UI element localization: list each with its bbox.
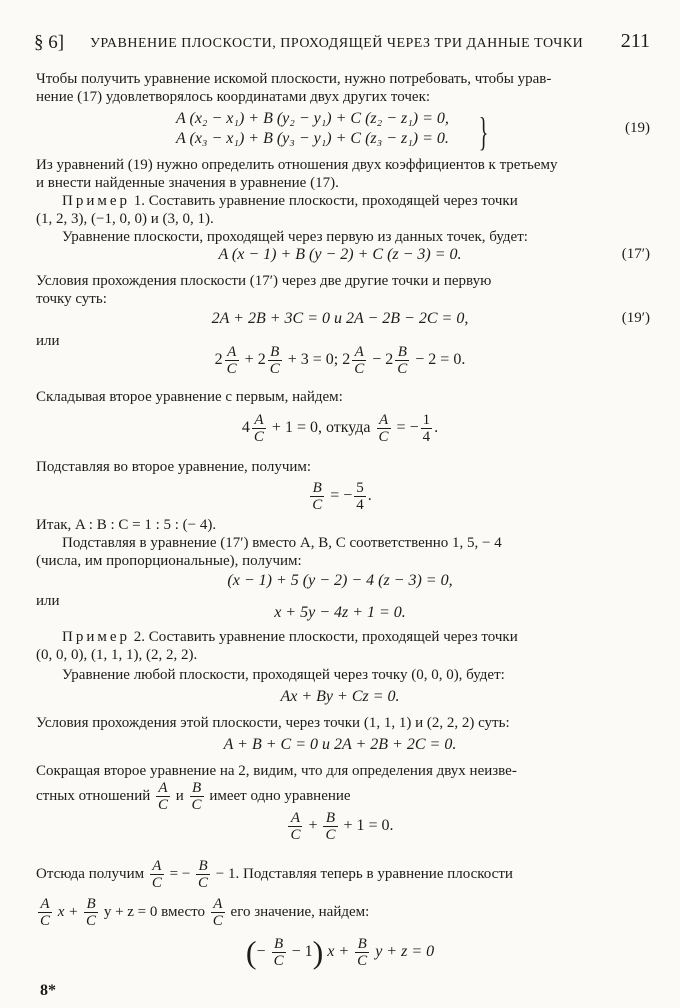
frac-num: A <box>288 810 302 827</box>
eq19-row2: A (x₃ − x₁) + B (y₃ − y₁) + C (z₃ − z₁) = 0. <box>176 130 449 147</box>
frac-den: C <box>357 953 368 969</box>
frac-den: C <box>273 953 284 969</box>
para8: Уравнение любой плоскости, проходящей через точку (0, 0, 0), будет: <box>62 667 505 683</box>
equation-fractions-2 <box>0 412 680 445</box>
equation-17p <box>0 246 680 268</box>
eqB-mid: + 3 = 0; 2 <box>287 351 351 369</box>
word-ili-1: или <box>36 333 60 349</box>
eqJ-rest: y + z = 0 <box>375 943 435 961</box>
para11-text-b: = − <box>169 865 191 882</box>
equation-fractions-1 <box>0 344 680 377</box>
frac-num: B <box>84 896 98 913</box>
para12-text-a: x + <box>57 903 79 920</box>
frac-num: B <box>272 936 286 953</box>
header-title: УРАВНЕНИЕ ПЛОСКОСТИ, ПРОХОДЯЩЕЙ ЧЕРЕЗ ТРИ ДАННЫЕ ТОЧКИ <box>90 36 584 51</box>
para10-line2 <box>36 780 351 813</box>
para10-text-c: имеет одно уравнение <box>209 787 351 804</box>
fraction-a-c <box>211 896 225 929</box>
fraction-b-c <box>190 780 204 813</box>
para11 <box>36 858 513 891</box>
eqD-eq: = − <box>330 487 353 505</box>
fraction-a-c <box>352 344 366 377</box>
frac-num: B <box>196 858 210 875</box>
eqC-eq: = − <box>396 419 419 437</box>
signature-mark: 8* <box>40 982 56 999</box>
example2-text: 2. Составить уравнение плоскости, проходящей через точки <box>130 629 518 645</box>
fraction-1-4 <box>421 412 433 445</box>
eqC-end: . <box>434 419 439 437</box>
paren-open: ( <box>245 934 257 970</box>
frac-num: B <box>323 810 337 827</box>
para10-text-a: стных отношений <box>36 787 151 804</box>
frac-den: C <box>226 361 237 377</box>
frac-den: C <box>158 797 169 813</box>
frac-num: A <box>352 344 366 361</box>
fraction-b-c <box>268 344 282 377</box>
eq19-row1: A (x₂ − x₁) + B (y₂ − y₁) + C (z₂ − z₁) = 0, <box>176 110 449 127</box>
fraction-5-4 <box>354 480 366 513</box>
para5: Складывая второе уравнение с первым, найдем: <box>36 389 343 405</box>
equation-i <box>0 810 680 843</box>
frac-num: A <box>225 344 239 361</box>
frac-num: B <box>395 344 409 361</box>
para3: Уравнение плоскости, проходящей через первую из данных точек, будет: <box>62 229 528 245</box>
frac-den: 4 <box>422 429 431 445</box>
para1-line1: Чтобы получить уравнение искомой плоскости, нужно потребовать, чтобы урав- <box>36 71 552 87</box>
frac-num: B <box>310 480 324 497</box>
frac-den: C <box>253 429 264 445</box>
frac-den: C <box>325 827 336 843</box>
para9: Условия прохождения этой плоскости, через точки (1, 1, 1) и (2, 2, 2) суть: <box>36 715 510 731</box>
eq17p-text: A (x − 1) + B (y − 2) + C (z − 3) = 0. <box>218 246 462 263</box>
frac-den: 4 <box>356 497 364 513</box>
frac-num: A <box>377 412 391 429</box>
frac-den: C <box>290 827 301 843</box>
example2-word: Пример <box>62 629 131 645</box>
para4-line2: точку суть: <box>36 291 107 307</box>
para12 <box>36 896 369 929</box>
eqC-mid: + 1 = 0, откуда <box>271 419 371 437</box>
para1-line2: нение (17) удовлетворялось координатами двух других точек: <box>36 89 431 105</box>
frac-num: A <box>211 896 225 913</box>
eqJ-x: x + <box>327 943 350 961</box>
frac-den: C <box>86 913 97 929</box>
equation-j <box>0 934 680 971</box>
frac-den: C <box>312 497 323 513</box>
fraction-b-c <box>355 936 369 969</box>
example1-text: 1. Составить уравнение плоскости, проходящей через точки <box>130 193 518 209</box>
frac-den: C <box>212 913 223 929</box>
paren-close: ) <box>312 934 324 970</box>
page-number: 211 <box>620 30 650 52</box>
frac-num: B <box>268 344 282 361</box>
word-ili-2: или <box>36 593 60 609</box>
eq17p-label: (17′) <box>621 246 650 262</box>
fraction-a-c <box>288 810 302 843</box>
frac-num: A <box>156 780 170 797</box>
frac-den: C <box>378 429 389 445</box>
section-mark: § 6] <box>34 32 65 53</box>
itak-line: Итак, A : B : C = 1 : 5 : (− 4). <box>36 517 217 533</box>
example1-word: Пример <box>62 193 131 209</box>
frac-den: C <box>354 361 365 377</box>
brace-glyph: } <box>478 109 489 154</box>
fraction-b-c <box>84 896 98 929</box>
para6: Подставляя во второе уравнение, получим: <box>36 459 312 475</box>
frac-den: C <box>397 361 408 377</box>
eqJ-minus-one: − 1 <box>291 943 313 961</box>
equation-h: A + B + C = 0 и 2A + 2B + 2C = 0. <box>223 736 457 753</box>
eqD-end: . <box>367 487 372 505</box>
eq19p-label: (19′) <box>621 310 650 326</box>
eqB-plus-2: + 2 <box>244 351 266 369</box>
frac-num: 1 <box>422 412 431 428</box>
example1-line1 <box>62 192 518 210</box>
frac-num: A <box>150 858 164 875</box>
frac-num: B <box>190 780 204 797</box>
fraction-b-c <box>323 810 337 843</box>
fraction-a-c <box>225 344 239 377</box>
fraction-b-c <box>196 858 210 891</box>
eqB-minus-2: − 2 <box>372 351 394 369</box>
para7-line2: (числа, им пропорциональные), получим: <box>36 553 302 569</box>
fraction-a-c <box>156 780 170 813</box>
para11-text-c: − 1. Подставляя теперь в уравнение плоскости <box>215 865 513 882</box>
example1-line2: (1, 2, 3), (−1, 0, 0) и (3, 0, 1). <box>36 211 214 227</box>
fraction-a-c <box>38 896 52 929</box>
eqI-end: + 1 = 0. <box>343 817 394 835</box>
equation-19 <box>0 108 680 152</box>
example2-line2: (0, 0, 0), (1, 1, 1), (2, 2, 2). <box>36 647 198 663</box>
frac-den: C <box>198 875 209 891</box>
eqC-coef: 4 <box>241 419 250 437</box>
eqI-plus: + <box>308 817 318 835</box>
eqJ-minus: − <box>256 943 266 961</box>
para11-text-a: Отсюда получим <box>36 865 145 882</box>
frac-den: C <box>151 875 162 891</box>
fraction-a-c <box>150 858 164 891</box>
frac-num: A <box>38 896 52 913</box>
frac-den: C <box>269 361 280 377</box>
eq19p-text: 2A + 2B + 3C = 0 и 2A − 2B − 2C = 0, <box>211 310 469 327</box>
equation-fractions-3 <box>0 480 680 513</box>
eqB-end: − 2 = 0. <box>415 351 466 369</box>
frac-den: C <box>40 913 51 929</box>
para2-line1: Из уравнений (19) нужно определить отношения двух коэффициентов к третьему <box>36 157 558 173</box>
frac-den: C <box>191 797 202 813</box>
para4-line1: Условия прохождения плоскости (17′) через две другие точки и первую <box>36 273 492 289</box>
example2-line1 <box>62 628 518 646</box>
fraction-b-c <box>395 344 409 377</box>
para7-line1: Подставляя в уравнение (17′) вместо A, B, C соответственно 1, 5, − 4 <box>62 535 502 551</box>
para12-text-c: его значение, найдем: <box>230 903 370 920</box>
fraction-a-c <box>377 412 391 445</box>
para2-line2: и внести найденные значения в уравнение (17). <box>36 175 339 191</box>
frac-num: A <box>252 412 266 429</box>
eqB-coef-2: 2 <box>214 351 223 369</box>
fraction-b-c <box>272 936 286 969</box>
frac-num: 5 <box>356 480 364 496</box>
equation-e: (x − 1) + 5 (y − 2) − 4 (z − 3) = 0, <box>227 572 453 589</box>
fraction-a-c <box>252 412 266 445</box>
eq19-label: (19) <box>625 120 650 136</box>
para12-text-b: y + z = 0 вместо <box>103 903 206 920</box>
para10-text-b: и <box>175 787 184 804</box>
running-header <box>34 28 650 56</box>
equation-19p <box>0 310 680 332</box>
equation-f: x + 5y − 4z + 1 = 0. <box>274 604 406 621</box>
fraction-b-c <box>310 480 324 513</box>
equation-g: Ax + By + Cz = 0. <box>280 688 400 705</box>
para10-line1: Сокращая второе уравнение на 2, видим, что для определения двух неизве- <box>36 763 517 779</box>
frac-num: B <box>355 936 369 953</box>
